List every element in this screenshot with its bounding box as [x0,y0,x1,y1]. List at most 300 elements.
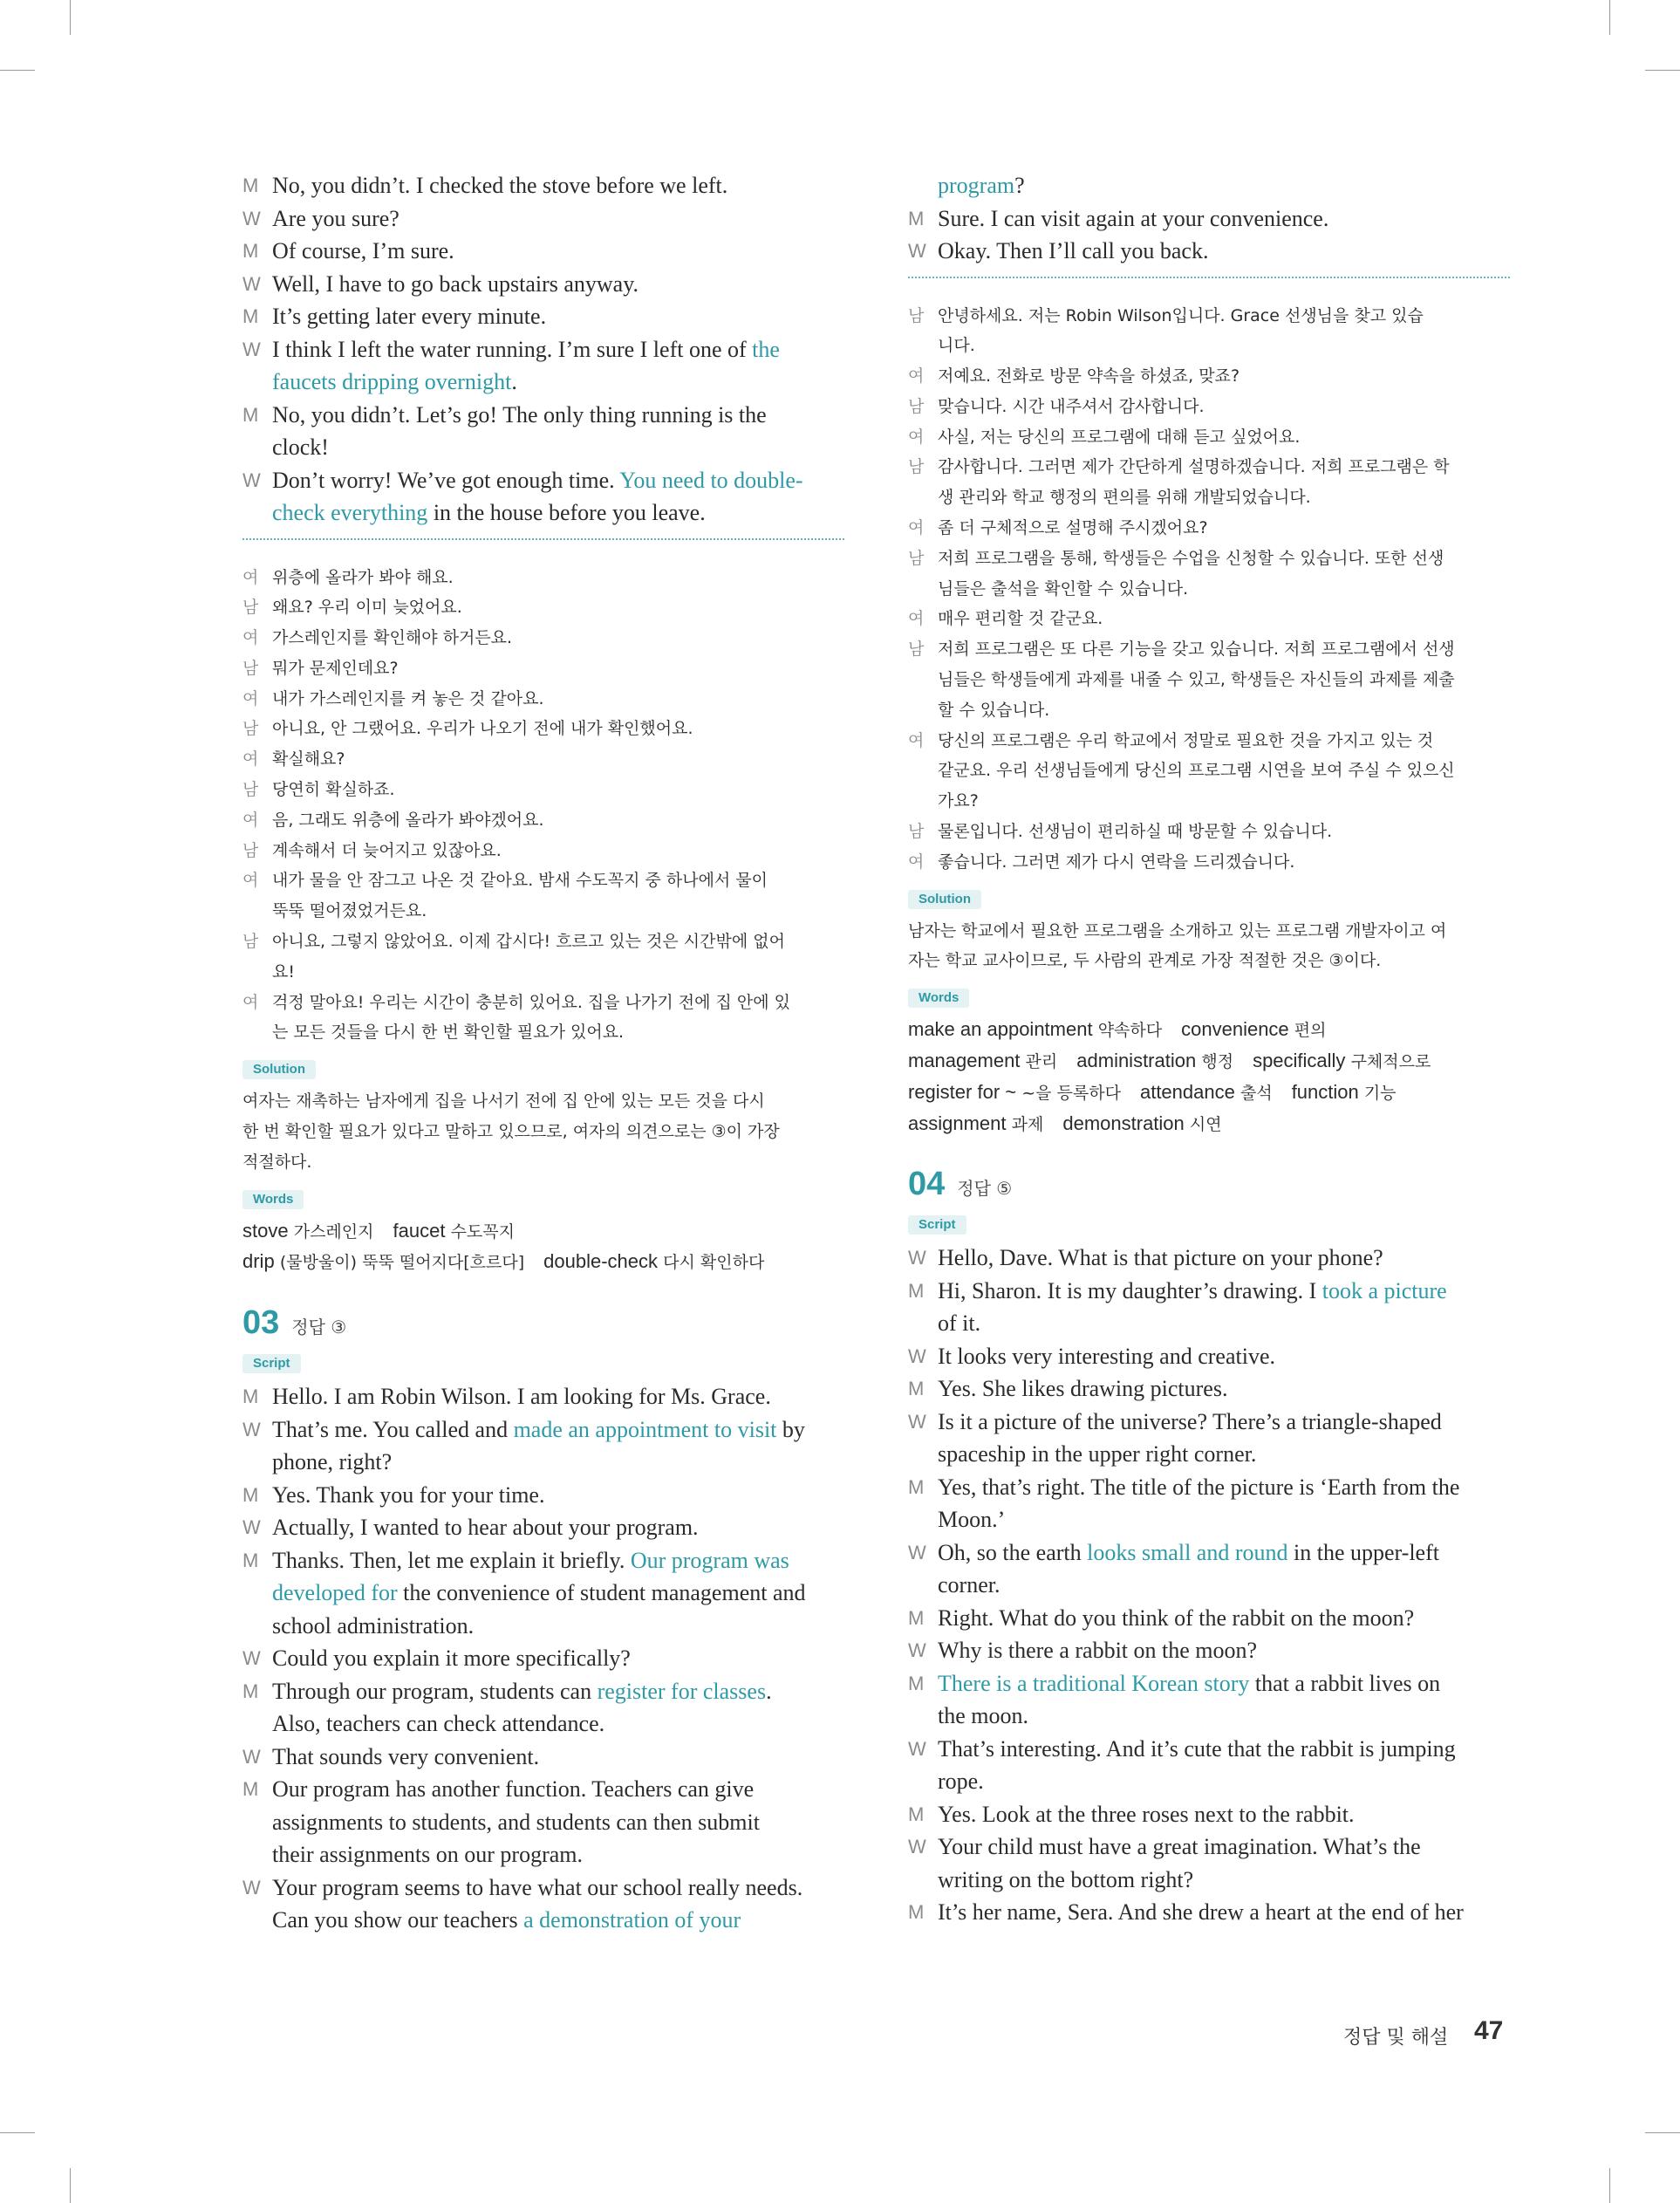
section-number: 04 [908,1166,946,1203]
speaker-label: W [242,338,261,360]
speaker-label: W [908,1344,926,1367]
dialogue-line [242,1446,844,1479]
speaker-label: M [242,1549,259,1571]
word-ko: 약속하다 [1097,1021,1163,1041]
crop-mark [1609,2168,1610,2203]
dialogue-line [242,775,844,805]
line-text: 아니요, 안 그랬어요. 우리가 나오기 전에 내가 확인했어요. [272,719,693,739]
line-text: 사실, 저는 당신의 프로그램에 대해 듣고 싶었어요. [938,427,1301,447]
line-text: No, you didn’t. Let’s go! The only thing running is the [272,401,767,428]
dialogue-line [242,1675,844,1708]
dialogue-line [242,464,844,497]
line-text: ? [1014,173,1025,198]
line-text: Hello, Dave. What is that picture on your phone? [938,1245,1383,1271]
highlight-text: check everything [272,500,428,525]
dialogue-line [242,865,844,896]
line-text: 님들은 출석을 확인할 수 있습니다. [938,578,1189,599]
line-text: 물론입니다. 선생님이 편리하실 때 방문할 수 있습니다. [938,822,1333,842]
words-line [908,1046,1510,1078]
line-text: 할 수 있습니다. [938,700,1050,720]
words-block [242,1178,844,1279]
dialogue-line [242,1741,844,1774]
speaker-label: M [242,240,259,262]
dialogue-line [908,331,1510,361]
speaker-label: W [908,1541,926,1563]
words-line [908,1109,1510,1140]
word-en: double-check [543,1250,659,1273]
line-text: 는 모든 것들을 다시 한 번 확인할 필요가 있어요. [272,1023,625,1043]
line-text: 요! [272,961,295,982]
line-text: 니다. [938,336,975,356]
highlight-text: took a picture [1321,1277,1447,1303]
dialogue-korean [908,301,1510,878]
word-en: assignment [908,1112,1007,1134]
word-en: attendance [1139,1080,1235,1103]
dialogue-line [242,1380,844,1413]
speaker-label: W [908,1836,926,1858]
dialogue-line [242,1544,844,1577]
word-en: stove [242,1219,289,1242]
dotted-separator [908,277,1510,278]
line-text: that a rabbit lives on [1249,1670,1441,1696]
speaker-label: 여 [242,567,259,587]
words-line [908,1015,1510,1046]
speaker-label: M [908,1475,925,1498]
crop-mark [70,2168,71,2203]
speaker-label: W [242,1418,261,1440]
speaker-label: W [242,1745,261,1768]
solution-block [242,1048,844,1177]
dialogue-line [908,665,1510,695]
speaker-label: M [908,1606,925,1629]
dialogue-line [242,169,844,202]
speaker-label: 여 [242,871,259,891]
line-text: 당연히 확실하죠. [272,780,395,800]
word-ko: 시연 [1189,1114,1222,1134]
dialogue-line [908,202,1510,236]
dialogue-line [242,366,844,399]
word-ko: 출석 [1240,1083,1273,1103]
words-line [242,1216,844,1248]
dialogue-line [242,623,844,653]
speaker-label: M [242,1385,259,1408]
dialogue-line [242,1610,844,1643]
dialogue-line [908,1242,1510,1275]
word-en: management [908,1050,1021,1072]
line-text: . [766,1678,772,1704]
dialogue-line [908,1503,1510,1536]
dialogue-line [242,653,844,684]
line-text: 저희 프로그램은 또 다른 기능을 갖고 있습니다. 저희 프로그램에서 선생 [938,640,1455,660]
speaker-label: 여 [242,628,259,648]
dialogue-line [242,744,844,775]
line-text: 확실해요? [272,749,345,770]
dialogue-line [908,1307,1510,1340]
speaker-label: M [242,403,259,426]
word-ko: 과제 [1011,1114,1044,1134]
line-text: corner. [938,1572,1000,1598]
solution-line: 남자는 학교에서 필요한 프로그램을 소개하고 있는 프로그램 개발자이고 여 [908,920,1447,941]
line-text: 가요? [938,791,979,811]
dialogue-line [908,1896,1510,1929]
answer-label: 정답 ⑤ [957,1178,1013,1200]
line-text: Yes, that’s right. The title of the picture is ‘Earth from the [938,1474,1460,1500]
line-text: clock! [272,434,329,460]
dialogue-line [908,1569,1510,1602]
speaker-label: 남 [242,780,259,800]
word-ko: 구체적으로 [1350,1052,1431,1072]
word-ko: 편의 [1294,1021,1327,1041]
line-text: 저희 프로그램을 통해, 학생들은 수업을 신청할 수 있습니다. 또한 선생 [938,548,1444,568]
dialogue-line [242,927,844,957]
speaker-label: M [908,1672,925,1694]
words-block [908,976,1510,1139]
dialogue-line [242,1479,844,1512]
solution-badge: Solution [908,890,981,909]
dialogue-line [242,1577,844,1610]
speaker-label: 남 [242,719,259,739]
dialogue-line [908,604,1510,634]
solution-line: 여자는 재촉하는 남자에게 집을 나서기 전에 집 안에 있는 모든 것을 다시 [242,1091,765,1112]
speaker-label: M [242,174,259,196]
dialogue-line [242,563,844,593]
dialogue-line [908,1864,1510,1897]
speaker-label: M [908,1901,925,1924]
dialogue-line [908,695,1510,726]
speaker-label: 여 [908,852,925,872]
dialogue-line [242,1806,844,1839]
line-text: Also, teachers can check attendance. [272,1711,605,1737]
line-text: No, you didn’t. I checked the stove before we left. [272,173,728,198]
line-text: Is it a picture of the universe? There’s a triangle-shaped [938,1408,1442,1434]
line-text: That sounds very convenient. [272,1743,540,1769]
speaker-label: M [242,1680,259,1702]
line-text: Don’t worry! We’ve got enough time. [272,467,620,493]
dialogue-line [242,805,844,836]
line-text: 걱정 말아요! 우리는 시간이 충분히 있어요. 집을 나가기 전에 집 안에 있 [272,992,791,1012]
words-list [908,1015,1510,1139]
dialogue-line [908,847,1510,878]
dialogue-line [242,333,844,366]
dialogue-line [908,1733,1510,1766]
line-text: rope. [938,1769,984,1795]
line-text: 님들은 학생들에게 과제를 내줄 수 있고, 학생들은 자신들의 과제를 제출 [938,670,1455,690]
section-04-heading [908,1166,1510,1203]
dialogue-line [908,1536,1510,1570]
speaker-label: 남 [242,598,259,618]
word-en: register for ~ [908,1080,1017,1103]
word-en: drip [242,1250,275,1273]
speaker-label: 남 [908,822,925,842]
speaker-label: 남 [908,305,925,325]
dialogue-line [242,684,844,715]
dialogue-line [242,988,844,1018]
dialogue-line [908,361,1510,392]
dialogue-line [242,836,844,866]
word-ko: ~을 등록하다 [1021,1083,1121,1103]
dialogue-line [908,1634,1510,1667]
line-text: Could you explain it more specifically? [272,1645,631,1672]
words-list [242,1216,844,1279]
highlight-text: made an appointment to visit [513,1416,777,1442]
solution-badge: Solution [242,1060,316,1079]
line-text: Of course, I’m sure. [272,238,454,263]
dialogue-line [908,756,1510,786]
speaker-label: 남 [908,396,925,416]
speaker-label: 여 [242,992,259,1012]
dialogue-line [242,714,844,744]
line-text: 매우 편리할 것 같군요. [938,609,1103,629]
line-text: 감사합니다. 그러면 제가 간단하게 설명하겠습니다. 저희 프로그램은 학 [938,457,1450,477]
line-text: Yes. Look at the three roses next to the rabbit. [938,1801,1355,1827]
dialogue-line [908,1602,1510,1635]
line-text: Actually, I wanted to hear about your program. [272,1515,699,1541]
dialogue-line [242,235,844,268]
line-text: by [776,1416,805,1442]
speaker-label: 남 [908,640,925,660]
line-text: 뭐가 문제인데요? [272,658,399,678]
dialogue-line [908,513,1510,544]
speaker-label: W [908,240,926,262]
line-text: Right. What do you think of the rabbit on the moon? [938,1604,1415,1631]
highlight-text: register for classes [597,1678,767,1704]
line-text: Your child must have a great imagination. What’s the [938,1834,1421,1860]
line-text: 같군요. 우리 선생님들에게 당신의 프로그램 시연을 보여 주실 수 있으신 [938,761,1455,781]
line-text: writing on the bottom right? [938,1866,1194,1892]
crop-mark [1609,0,1610,35]
dialogue-line [908,392,1510,422]
line-text: 당신의 프로그램은 우리 학교에서 정말로 필요한 것을 가지고 있는 것 [938,730,1434,750]
line-text: That’s interesting. And it’s cute that the rabbit is jumping [938,1735,1456,1762]
speaker-label: M [908,1378,925,1400]
line-text: Thanks. Then, let me explain it briefly. [272,1547,631,1573]
line-text: 내가 가스레인지를 켜 놓은 것 같아요. [272,688,544,708]
highlight-text: the [752,336,780,362]
line-text: Well, I have to go back upstairs anyway. [272,270,639,297]
dialogue-line [242,431,844,464]
speaker-label: M [908,1803,925,1825]
word-ko: 기능 [1363,1083,1397,1103]
speaker-label: 남 [908,457,925,477]
word-ko: 가스레인지 [293,1221,374,1242]
answer-label: 정답 ③ [291,1317,347,1338]
line-text: Sure. I can visit again at your convenience. [938,205,1329,231]
line-text: phone, right? [272,1449,393,1475]
line-text: their assignments on our program. [272,1842,583,1868]
word-ko: 수도꼭지 [450,1221,515,1242]
word-en: faucet [393,1219,446,1242]
line-text: 위층에 올라가 봐야 해요. [272,567,454,587]
line-text: 아니요, 그렇지 않았어요. 이제 갑시다! 흐르고 있는 것은 시간밖에 없어 [272,932,785,952]
line-text: Through our program, students can [272,1678,598,1704]
dialogue-line [242,202,844,236]
word-en: convenience [1181,1018,1289,1041]
line-text: Your program seems to have what our school really needs. [272,1874,803,1900]
crop-mark [1645,70,1680,71]
section-03-heading [242,1304,844,1342]
words-badge: Words [242,1190,304,1209]
line-text: . [511,369,517,394]
line-text: Can you show our teachers [272,1907,524,1933]
speaker-label: W [908,1410,926,1433]
solution-text [242,1086,844,1177]
dialogue-line [908,1830,1510,1864]
dialogue-korean [242,563,844,1049]
line-text: Our program has another function. Teachers can give [272,1776,755,1803]
speaker-label: W [242,207,261,229]
dialogue-line [908,452,1510,482]
word-en: function [1291,1080,1359,1103]
speaker-label: W [242,1516,261,1539]
left-column [242,169,844,1937]
line-text: Oh, so the earth [938,1539,1088,1565]
script-badge: Script [908,1215,966,1235]
crop-mark [1645,2132,1680,2133]
word-en: administration [1076,1050,1197,1072]
dialogue-line [908,817,1510,847]
line-text: assignments to students, and students can then submit [272,1809,760,1835]
line-text: 뚝뚝 떨어졌었거든요. [272,901,427,921]
word-ko: 행정 [1201,1052,1234,1072]
dialogue-line [242,1642,844,1675]
dialogue-line [908,634,1510,665]
speaker-label: M [908,207,925,229]
dialogue-line [908,1406,1510,1439]
dialogue-line [908,169,1510,202]
footer-title: 정답 및 해설 [1343,2027,1449,2049]
line-text: That’s me. You called and [272,1416,514,1442]
right-column [908,169,1510,1929]
word-ko: 다시 확인하다 [663,1253,765,1273]
dialogue-line [242,592,844,623]
page-number: 47 [1474,2016,1504,2045]
dialogue-line [242,1773,844,1806]
line-text: the convenience of student management and [397,1580,806,1606]
dialogue-line [242,300,844,333]
speaker-label: W [908,1737,926,1760]
word-en: demonstration [1062,1112,1185,1134]
speaker-label: M [242,1483,259,1506]
dialogue-line [908,1700,1510,1733]
line-text: Yes. Thank you for your time. [272,1481,545,1508]
dialogue-line [908,544,1510,574]
dialogue-line [908,422,1510,453]
line-text: Yes. She likes drawing pictures. [938,1376,1228,1402]
dialogue-english [242,169,844,530]
crop-mark [0,2132,35,2133]
speaker-label: 여 [242,688,259,708]
dialogue-line [908,235,1510,268]
highlight-text: Our program was [630,1547,789,1573]
line-text: Hi, Sharon. It is my daughter’s drawing. I [938,1277,1322,1303]
dialogue-line [242,1871,844,1905]
line-text: I think I left the water running. I’m sure I left one of [272,336,753,362]
line-text: Why is there a rabbit on the moon? [938,1638,1258,1664]
speaker-label: W [242,1647,261,1670]
highlight-text: developed for [272,1580,398,1606]
crop-mark [0,70,35,71]
dialogue-line [908,1765,1510,1798]
dialogue-line [242,496,844,530]
speaker-label: W [908,1247,926,1269]
line-text: Okay. Then I’ll call you back. [938,238,1209,263]
dialogue-english [908,1242,1510,1929]
crop-mark [70,0,71,35]
solution-text [908,916,1510,977]
speaker-label: M [242,305,259,327]
line-text: 좀 더 구체적으로 설명해 주시겠어요? [938,518,1208,538]
line-text: the moon. [938,1703,1028,1729]
line-text: school administration. [272,1612,475,1639]
dialogue-line [908,482,1510,513]
dialogue-line [908,1372,1510,1406]
line-text: It’s her name, Sera. And she drew a heart at the end of her [938,1899,1464,1926]
words-line [908,1078,1510,1109]
speaker-label: 남 [242,932,259,952]
speaker-label: W [242,272,261,295]
line-text: It looks very interesting and creative. [938,1343,1275,1369]
dialogue-line [908,1340,1510,1373]
line-text: 음, 그래도 위층에 올라가 봐야겠어요. [272,810,544,830]
speaker-label: 여 [908,730,925,750]
solution-line: 자는 학교 교사이므로, 두 사람의 관계로 가장 적절한 것은 ③이다. [908,951,1382,971]
dialogue-line [908,574,1510,605]
dialogue-english [908,169,1510,268]
speaker-label: 여 [908,609,925,629]
dialogue-line [242,896,844,927]
line-text: spaceship in the upper right corner. [938,1441,1257,1468]
dialogue-line [242,1838,844,1871]
section-number: 03 [242,1304,280,1342]
dialogue-line [242,1904,844,1937]
words-badge: Words [908,989,969,1008]
dialogue-line [908,301,1510,332]
highlight-text: program [938,173,1015,198]
highlight-text: You need to double- [619,467,803,493]
dialogue-line [242,1707,844,1741]
line-text: 생 관리와 학교 행정의 편의를 위해 개발되었습니다. [938,488,1311,508]
speaker-label: 여 [242,749,259,770]
speaker-label: W [908,1639,926,1662]
speaker-label: 여 [908,366,925,387]
speaker-label: 여 [908,518,925,538]
dialogue-line [242,1017,844,1048]
word-ko: (물방울이) 뚝뚝 떨어지다[흐르다] [279,1253,525,1273]
dialogue-line [242,1413,844,1447]
speaker-label: W [242,1876,261,1899]
dialogue-line [908,1438,1510,1471]
dialogue-line [908,1471,1510,1504]
dialogue-line [908,1275,1510,1308]
script-badge: Script [242,1354,301,1373]
line-text: 계속해서 더 늦어지고 있잖아요. [272,840,502,860]
speaker-label: 남 [242,840,259,860]
speaker-label: M [242,1778,259,1801]
speaker-label: 남 [242,658,259,678]
line-text: 저예요. 전화로 방문 약속을 하셨죠, 맞죠? [938,366,1240,387]
dialogue-line [908,1667,1510,1700]
line-text: 안녕하세요. 저는 Robin Wilson입니다. Grace 선생님을 찾고 있습 [938,305,1424,325]
dotted-separator [242,538,844,540]
word-en: make an appointment [908,1018,1093,1041]
speaker-label: M [908,1279,925,1302]
line-text: in the house before you leave. [427,500,706,525]
dialogue-line [242,268,844,301]
line-text: 내가 물을 안 잠그고 나온 것 같아요. 밤새 수도꼭지 중 하나에서 물이 [272,871,768,891]
line-text: It’s getting later every minute. [272,304,547,329]
solution-block [908,878,1510,977]
word-en: specifically [1253,1050,1346,1072]
